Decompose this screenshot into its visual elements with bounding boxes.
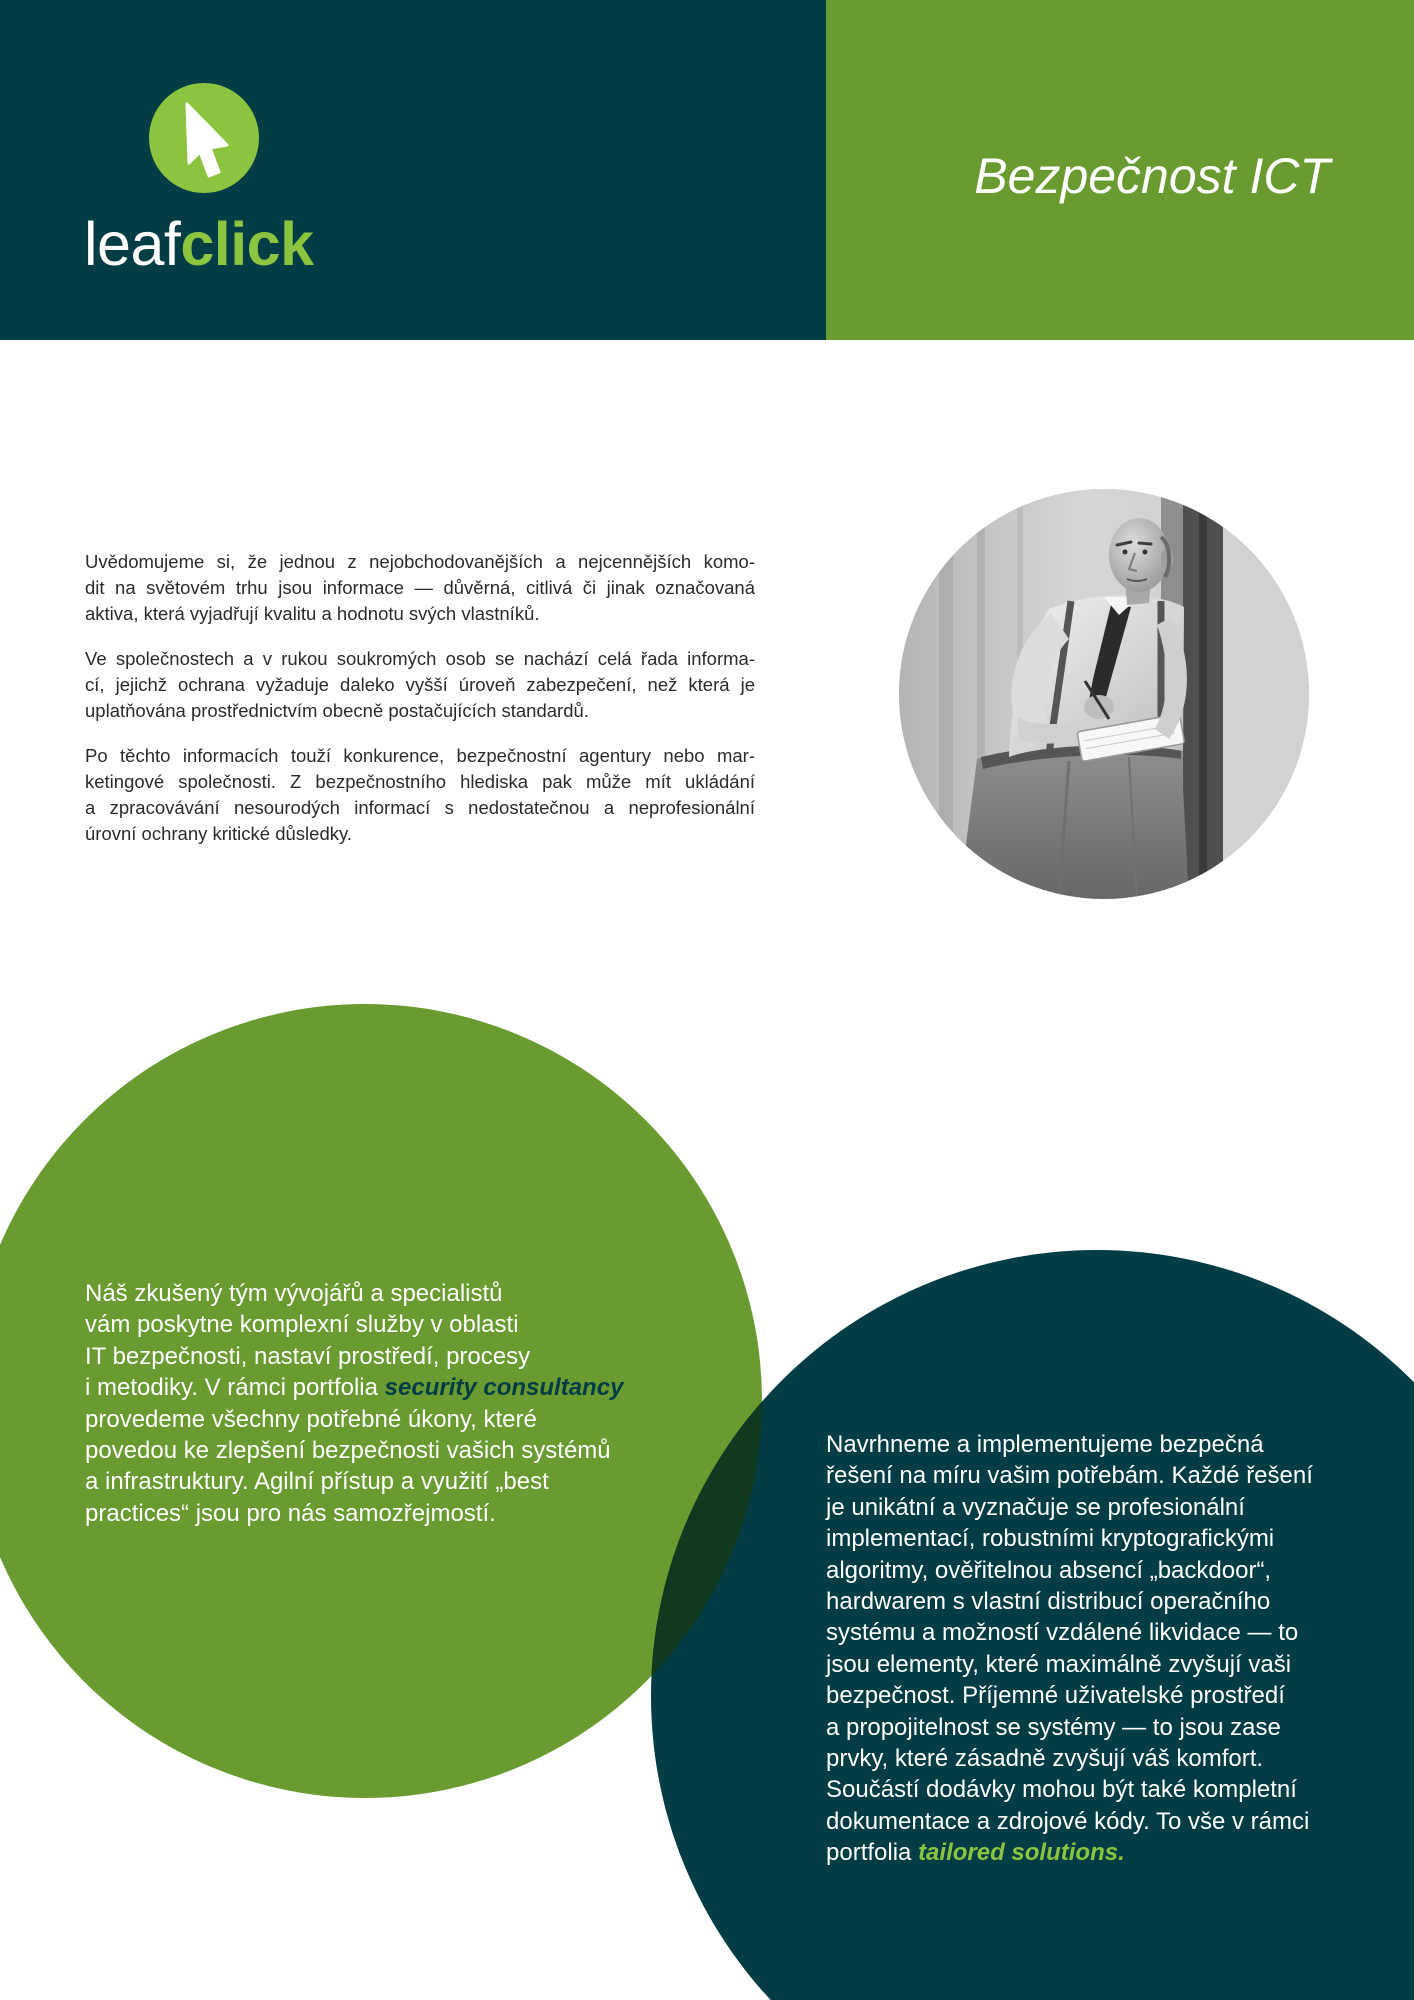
consultancy-text <box>85 1278 623 1529</box>
text-line: practices“ jsou pro nás samozřejmostí. <box>85 1499 496 1527</box>
text-line: Náš zkušený tým vývojářů a specialistů <box>85 1280 503 1307</box>
text-line-start: portfolia <box>826 1839 919 1867</box>
portrait-photo <box>899 489 1309 899</box>
intro-paragraph <box>85 743 755 847</box>
text-line: jsou elementy, které maximálně zvyšují vaši <box>826 1650 1292 1678</box>
header-green-panel <box>826 0 1414 340</box>
text-line: je unikátní a vyznačuje se profesionální <box>826 1493 1245 1521</box>
text-line-start: i metodiky. V rámci portfolia <box>85 1374 385 1402</box>
intro-paragraph <box>85 646 755 724</box>
cursor-arrow-icon <box>149 83 259 193</box>
text-line: ketingové společnosti. Z bezpečnostního hlediska pak může mít ukládání <box>85 771 755 792</box>
text-line: dokumentace a zdrojové kódy. To vše v rámci <box>826 1807 1310 1835</box>
logo-text-leaf: leaf <box>84 210 181 278</box>
tailored-solutions-highlight: tailored solutions. <box>918 1839 1125 1867</box>
security-consultancy-highlight: security consultancy <box>384 1374 624 1402</box>
text-line: řešení na míru vašim potřebám. Každé řešení <box>826 1462 1313 1490</box>
text-line: Součástí dodávky mohou být také kompletní <box>826 1776 1297 1804</box>
text-line: implementací, robustními kryptografickými <box>826 1525 1275 1553</box>
text-line: Uvědomujeme si, že jednou z nejobchodovanějších a nejcennějších komo- <box>85 551 755 572</box>
text-line: a zpracovávání nesourodých informací s nedostatečnou a neprofesionální <box>85 797 755 818</box>
text-line: aktiva, která vyjadřují kvalitu a hodnotu svých vlastníků. <box>85 603 540 624</box>
text-line: a infrastruktury. Agilní přístup a využití „best <box>85 1468 549 1496</box>
text-line: dit na světovém trhu jsou informace — důvěrná, citlivá či jinak označovaná <box>85 577 755 598</box>
text-line: úrovní ochrany kritické důsledky. <box>85 823 352 844</box>
text-line: IT bezpečnosti, nastaví prostředí, procesy <box>85 1342 531 1370</box>
text-line: uplatňována prostřednictvím obecně postačujících standardů. <box>85 700 589 721</box>
text-line: prvky, které zásadně zvyšují váš komfort. <box>826 1744 1264 1772</box>
text-line: Po těchto informacích touží konkurence, bezpečnostní agentury nebo mar- <box>85 745 755 766</box>
logo-text-click: click <box>180 210 314 278</box>
header-dark-panel <box>0 0 826 340</box>
text-line: cí, jejichž ochrana vyžaduje daleko vyšší úroveň zabezpečení, než která je <box>85 674 755 695</box>
text-line: provedeme všechny potřebné úkony, které <box>85 1405 537 1433</box>
text-line: Ve společnostech a v rukou soukromých osob se nachází celá řada informa- <box>85 648 755 669</box>
text-line: systému a možností vzdálené likvidace — to <box>826 1619 1299 1647</box>
text-line: povedou ke zlepšení bezpečnosti vašich systémů <box>85 1436 611 1464</box>
tailored-solutions-text <box>826 1429 1313 1868</box>
text-line: algoritmy, ověřitelnou absencí „backdoor“, <box>826 1556 1272 1584</box>
logo-wordmark <box>84 212 314 276</box>
text-line <box>826 1837 1313 1868</box>
text-line: a propojitelnost se systémy — to jsou zase <box>826 1713 1281 1741</box>
text-line: hardwarem s vlastní distribucí operačního <box>826 1587 1271 1615</box>
page-title: Bezpečnost ICT <box>974 148 1330 204</box>
text-line: bezpečnost. Příjemné uživatelské prostředí <box>826 1682 1285 1710</box>
intro-text <box>85 549 755 866</box>
text-line <box>85 1372 623 1403</box>
text-line: Navrhneme a implementujeme bezpečná <box>826 1431 1264 1458</box>
intro-paragraph <box>85 549 755 627</box>
photo-illustration <box>899 489 1309 899</box>
text-line: vám poskytne komplexní služby v oblasti <box>85 1311 519 1339</box>
